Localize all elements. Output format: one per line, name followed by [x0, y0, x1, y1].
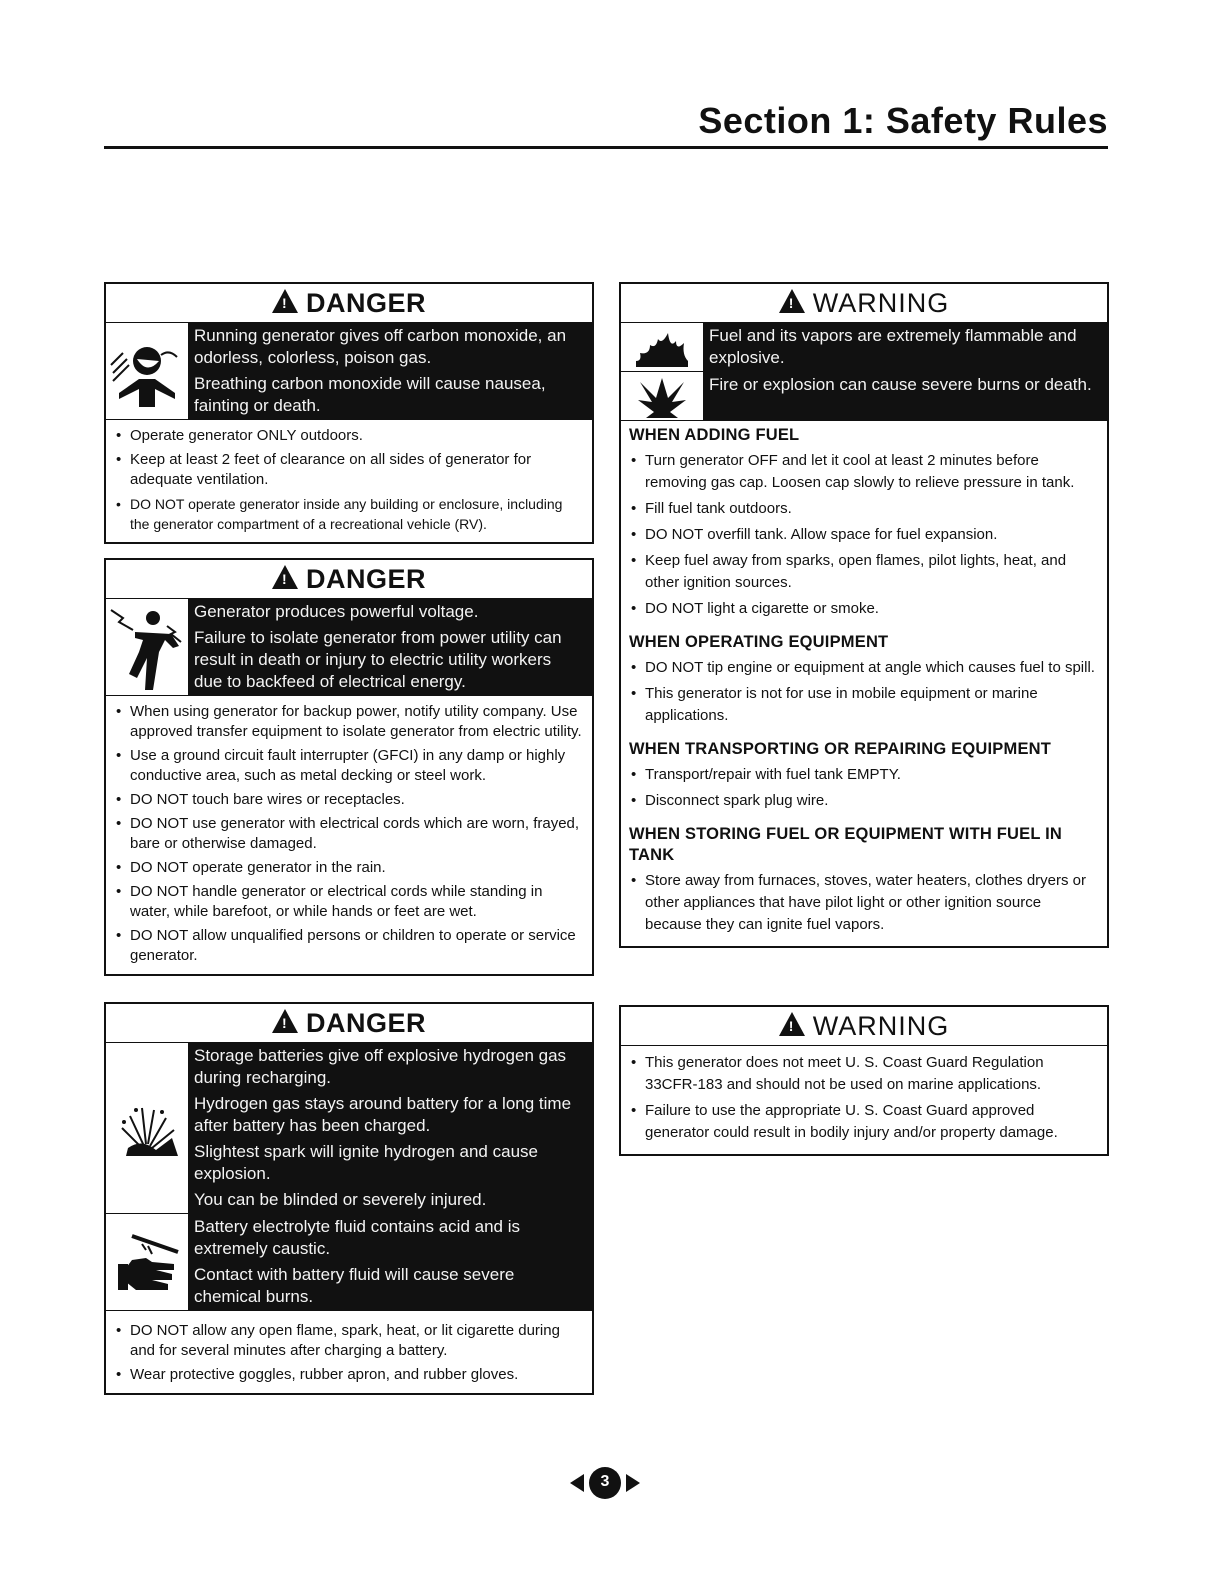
list-item: • DO NOT use generator with electrical cords which are worn, frayed, bare or otherwise damaged.: [114, 814, 584, 854]
corrosive-hand-icon: [106, 1214, 188, 1310]
section-heading: WHEN OPERATING EQUIPMENT: [629, 633, 889, 651]
hazard-row: [621, 322, 1107, 371]
list-item: • Fill fuel tank outdoors.: [629, 498, 1099, 520]
list-item: • DO NOT light a cigarette or smoke.: [629, 598, 1099, 620]
list-item: • Wear protective goggles, rubber apron, and rubber gloves.: [114, 1365, 584, 1385]
section-operating-equipment: [621, 628, 1107, 735]
hazard-line: Contact with battery fluid will cause severe chemical burns.: [194, 1265, 515, 1306]
list-item: • When using generator for backup power, notify utility company. Use approved transfer equipment to isolate generator from electric utility.: [114, 702, 584, 742]
hazard-line: Fire or explosion can cause severe burns or death.: [709, 375, 1092, 394]
hazard-line: Breathing carbon monoxide will cause nausea, fainting or death.: [194, 374, 546, 415]
page-title: Section 1: Safety Rules: [698, 100, 1108, 141]
warning-title: [621, 1007, 1107, 1045]
warning-triangle-icon: !: [272, 565, 298, 589]
hazard-row: [106, 1042, 592, 1213]
hazard-line: Generator produces powerful voltage.: [194, 602, 479, 621]
section-heading: WHEN ADDING FUEL: [629, 426, 800, 444]
warning-label: WARNING: [812, 287, 950, 318]
list-item: • DO NOT allow any open flame, spark, heat, or lit cigarette during and for several minutes after charging a battery.: [114, 1321, 584, 1361]
list-item: • Turn generator OFF and let it cool at least 2 minutes before removing gas cap. Loosen cap slowly to relieve pressure in tank.: [629, 450, 1099, 494]
list-item: • DO NOT operate generator inside any building or enclosure, including the generator compartment of a recreational vehicle (RV).: [114, 494, 584, 534]
section-adding-fuel: [621, 420, 1107, 628]
instruction-list: [106, 419, 592, 542]
list-item: • DO NOT tip engine or equipment at angle which causes fuel to spill.: [629, 657, 1099, 679]
hazard-text: [188, 1043, 592, 1213]
list-item: • DO NOT touch bare wires or receptacles.: [114, 790, 584, 810]
hazard-line: Fuel and its vapors are extremely flammable and explosive.: [709, 326, 1077, 367]
hazard-line: Storage batteries give off explosive hydrogen gas during recharging.: [194, 1046, 567, 1087]
list-item: • Failure to use the appropriate U. S. Coast Guard approved generator could result in bodily injury and/or property damage.: [629, 1100, 1099, 1144]
section-heading: WHEN STORING FUEL OR EQUIPMENT WITH FUEL IN TANK: [629, 825, 1063, 864]
hazard-text: [188, 1214, 592, 1310]
hazard-row: [106, 598, 592, 695]
warning-triangle-icon: !: [272, 1009, 298, 1033]
instruction-list: [621, 655, 1107, 735]
section-storing: [621, 820, 1107, 946]
header-rule: [104, 146, 1108, 149]
gas-mask-person-icon: [106, 323, 188, 419]
hazard-line: Running generator gives off carbon monoxide, an odorless, colorless, poison gas.: [194, 326, 567, 367]
instruction-list: [621, 868, 1107, 946]
hazard-text: [188, 599, 592, 695]
danger-label: DANGER: [305, 287, 426, 318]
explosion-burst-icon: [621, 372, 703, 420]
warning-box-coast-guard: [619, 1005, 1109, 1156]
instruction-list: [106, 695, 592, 974]
instruction-list: [621, 448, 1107, 628]
warning-triangle-icon: !: [779, 1012, 805, 1036]
hazard-line: You can be blinded or severely injured.: [194, 1190, 487, 1209]
hazard-line: Slightest spark will ignite hydrogen and cause explosion.: [194, 1142, 538, 1183]
hazard-row: [106, 1213, 592, 1310]
danger-title: [106, 560, 592, 598]
danger-box-voltage: [104, 558, 594, 976]
warning-triangle-icon: !: [272, 289, 298, 313]
warning-title: [621, 284, 1107, 322]
flame-icon: [621, 323, 703, 371]
hazard-line: Failure to isolate generator from power utility can result in death or injury to electric utility workers due to backfeed of electrical energy.: [194, 628, 562, 691]
instruction-list: [106, 1310, 592, 1393]
list-item: • This generator does not meet U. S. Coast Guard Regulation 33CFR-183 and should not be used on marine applications.: [629, 1052, 1099, 1096]
list-item: • Disconnect spark plug wire.: [629, 790, 1099, 812]
list-item: • Store away from furnaces, stoves, water heaters, clothes dryers or other appliances that have pilot light or other ignition source because they can ignite fuel vapors.: [629, 870, 1099, 936]
list-item: • Operate generator ONLY outdoors.: [114, 426, 584, 446]
hazard-text: [703, 323, 1107, 371]
instruction-list: [621, 762, 1107, 820]
list-item: • DO NOT operate generator in the rain.: [114, 858, 584, 878]
list-item: • This generator is not for use in mobile equipment or marine applications.: [629, 683, 1099, 727]
danger-label: DANGER: [305, 563, 426, 594]
list-item: • Use a ground circuit fault interrupter (GFCI) in any damp or highly conductive area, such as metal decking or steel work.: [114, 746, 584, 786]
explosion-icon: [106, 1043, 188, 1213]
section-heading: WHEN TRANSPORTING OR REPAIRING EQUIPMENT: [629, 740, 1052, 758]
hazard-line: Battery electrolyte fluid contains acid and is extremely caustic.: [194, 1217, 521, 1258]
list-item: • Transport/repair with fuel tank EMPTY.: [629, 764, 1099, 786]
page-number: 3: [600, 1473, 610, 1490]
danger-box-battery: [104, 1002, 594, 1395]
warning-label: WARNING: [812, 1010, 950, 1041]
list-item: • DO NOT allow unqualified persons or children to operate or service generator.: [114, 926, 584, 966]
list-item: • Keep at least 2 feet of clearance on all sides of generator for adequate ventilation.: [114, 450, 584, 490]
danger-title: [106, 1004, 592, 1042]
hazard-row: [621, 371, 1107, 420]
warning-triangle-icon: !: [779, 289, 805, 313]
hazard-text: [188, 323, 592, 419]
hazard-line: Hydrogen gas stays around battery for a long time after battery has been charged.: [194, 1094, 572, 1135]
danger-title: [106, 284, 592, 322]
danger-label: DANGER: [305, 1007, 426, 1038]
hazard-row: [106, 322, 592, 419]
section-transporting: [621, 735, 1107, 820]
electric-shock-icon: [106, 599, 188, 695]
list-item: • DO NOT handle generator or electrical cords while standing in water, while barefoot, or while hands or feet are wet.: [114, 882, 584, 922]
danger-box-carbon-monoxide: [104, 282, 594, 544]
warning-box-fuel: [619, 282, 1109, 948]
page-number-badge: [570, 1466, 640, 1500]
list-item: • DO NOT overfill tank. Allow space for fuel expansion.: [629, 524, 1099, 546]
list-item: • Keep fuel away from sparks, open flames, pilot lights, heat, and other ignition sources.: [629, 550, 1099, 594]
instruction-list: [621, 1045, 1107, 1154]
hazard-text: [703, 372, 1107, 420]
